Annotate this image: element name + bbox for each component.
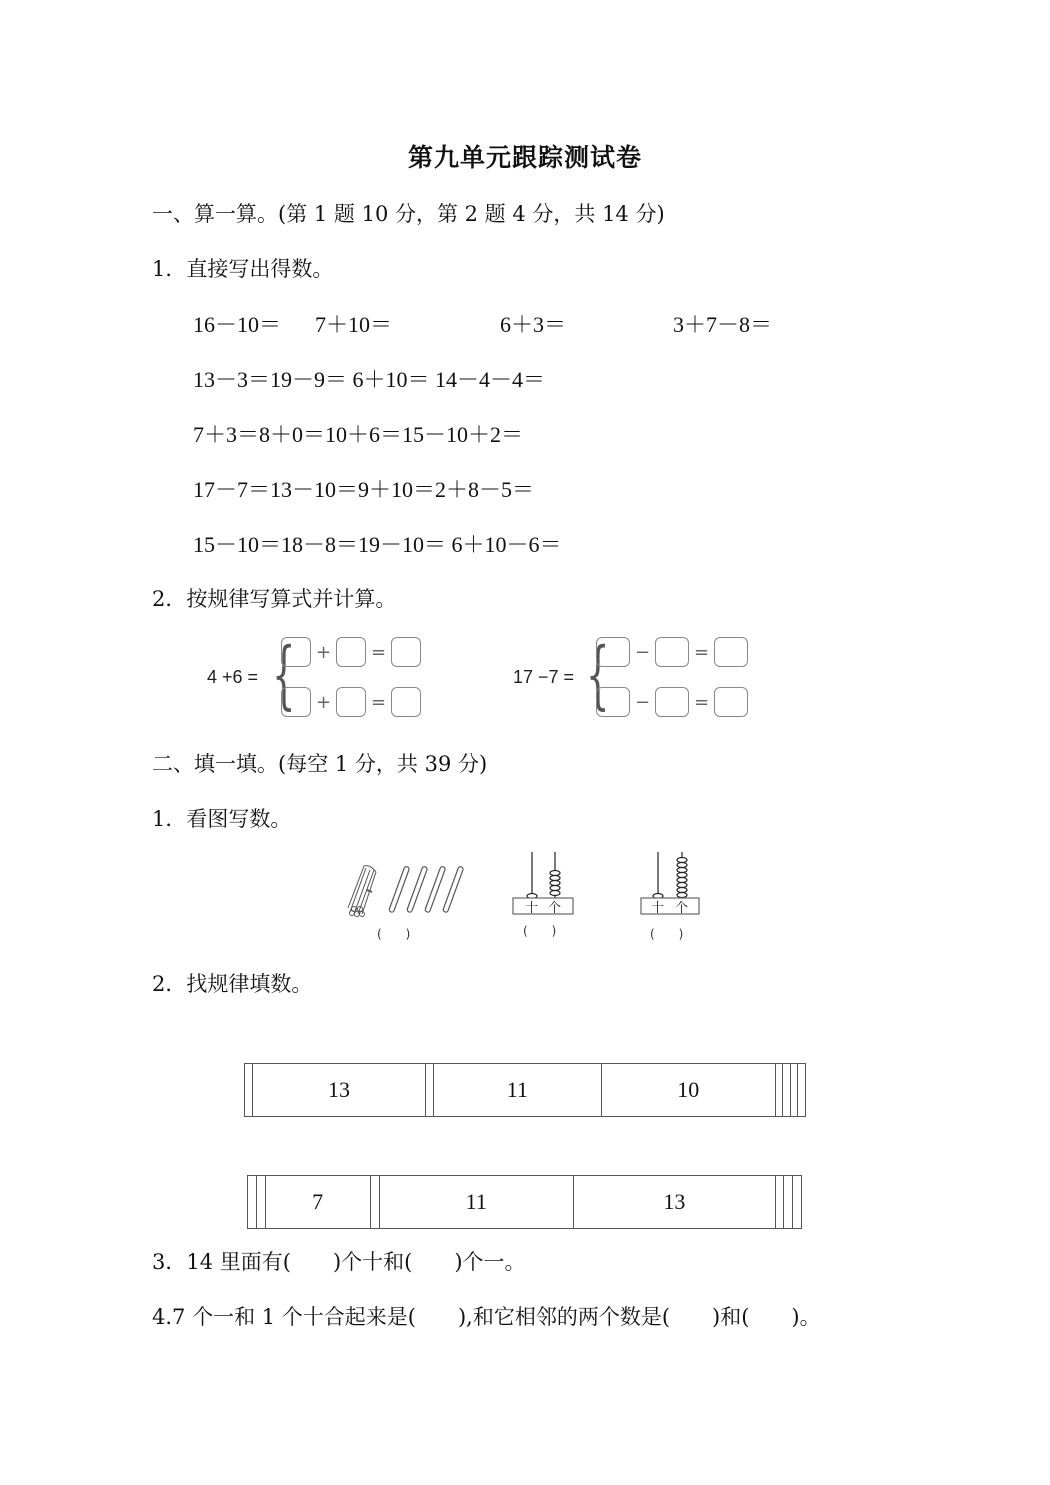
equals-sign: =: [370, 691, 387, 713]
pattern-row: [596, 637, 748, 667]
grid-cell[interactable]: [775, 1064, 783, 1117]
equation-row: 7＋3＝8＋0＝10＋6＝15－10＋2＝: [193, 422, 524, 447]
grid-cell[interactable]: [248, 1176, 257, 1229]
equation-row: 15－10＝18－8＝19－10＝ 6＋10－6＝: [193, 532, 562, 557]
answer-box[interactable]: [714, 637, 748, 667]
abacus-icon: [638, 852, 704, 918]
grid-cell[interactable]: 11: [434, 1064, 602, 1117]
grid-cell[interactable]: [426, 1064, 434, 1117]
pattern-row: [596, 687, 748, 717]
grid-cell[interactable]: [784, 1176, 793, 1229]
pattern-lhs: 17 −7 =: [513, 667, 575, 687]
s2-q4-label: 4.7 个一和 1 个十合起来是( ),和它相邻的两个数是( )和( )。: [152, 1305, 821, 1329]
s2-q2-label: 2．找规律填数。: [152, 972, 313, 996]
number-pattern-row-2: [247, 1175, 802, 1229]
answer-box[interactable]: [336, 637, 366, 667]
equals-sign: =: [693, 691, 710, 713]
grid-cell[interactable]: [256, 1176, 265, 1229]
answer-blank[interactable]: ( ): [377, 927, 411, 941]
answer-box[interactable]: [655, 637, 689, 667]
grid-cell[interactable]: 11: [379, 1176, 574, 1229]
number-pattern-row-1: [244, 1063, 806, 1117]
tens-label: 十: [525, 901, 539, 916]
answer-box[interactable]: [391, 687, 421, 717]
grid-cell[interactable]: [798, 1064, 806, 1117]
answer-box[interactable]: [336, 687, 366, 717]
q2-label: 2．按规律写算式并计算。: [152, 587, 397, 611]
grid-cell[interactable]: [245, 1064, 253, 1117]
q1-label: 1．直接写出得数。: [152, 257, 334, 281]
equals-sign: =: [693, 641, 710, 663]
equation-row: 13－3＝19－9＝ 6＋10＝ 14－4－4＝: [193, 367, 546, 392]
answer-box[interactable]: [281, 637, 311, 667]
answer-blank[interactable]: ( ): [523, 924, 557, 938]
brace-icon: {: [586, 632, 610, 718]
answer-box[interactable]: [596, 687, 630, 717]
equation: 16－10＝: [193, 312, 282, 337]
answer-box[interactable]: [655, 687, 689, 717]
tens-label: 十: [651, 901, 665, 916]
equation: 6＋3＝: [500, 312, 567, 337]
answer-box[interactable]: [281, 687, 311, 717]
equation: 7＋10＝: [315, 312, 393, 337]
grid-cell[interactable]: [790, 1064, 798, 1117]
section2-heading: 二、填一填。(每空 1 分，共 39 分): [152, 752, 488, 776]
plus-sign: +: [315, 641, 332, 663]
abacus-icon: [510, 852, 576, 918]
grid-cell[interactable]: [783, 1064, 791, 1117]
grid-cell[interactable]: [793, 1176, 802, 1229]
brace-icon: {: [272, 632, 296, 718]
equation: 3＋7－8＝: [673, 312, 773, 337]
bundle-of-sticks-icon: [340, 860, 475, 920]
pattern-row: [281, 637, 421, 667]
answer-blank[interactable]: ( ): [650, 927, 684, 941]
pattern-lhs: 4 +6 =: [207, 667, 259, 687]
grid-cell[interactable]: 13: [574, 1176, 776, 1229]
page-title: 第九单元跟踪测试卷: [407, 143, 642, 172]
grid-cell[interactable]: [775, 1176, 784, 1229]
answer-box[interactable]: [391, 637, 421, 667]
pattern-row: [281, 687, 421, 717]
s2-q1-label: 1．看图写数。: [152, 807, 292, 831]
s2-q3-label: 3．14 里面有( )个十和( )个一。: [152, 1250, 526, 1274]
equals-sign: =: [370, 641, 387, 663]
grid-cell[interactable]: 13: [252, 1064, 426, 1117]
minus-sign: −: [634, 691, 651, 713]
grid-cell[interactable]: [370, 1176, 379, 1229]
answer-box[interactable]: [714, 687, 748, 717]
minus-sign: −: [634, 641, 651, 663]
answer-box[interactable]: [596, 637, 630, 667]
section1-heading: 一、算一算。(第 1 题 10 分，第 2 题 4 分，共 14 分): [152, 202, 665, 226]
ones-label: 个: [548, 901, 562, 916]
equation-row: 17－7＝13－10＝9＋10＝2＋8－5＝: [193, 477, 535, 502]
grid-cell[interactable]: 7: [265, 1176, 370, 1229]
grid-cell[interactable]: 10: [601, 1064, 775, 1117]
ones-label: 个: [675, 901, 689, 916]
plus-sign: +: [315, 691, 332, 713]
